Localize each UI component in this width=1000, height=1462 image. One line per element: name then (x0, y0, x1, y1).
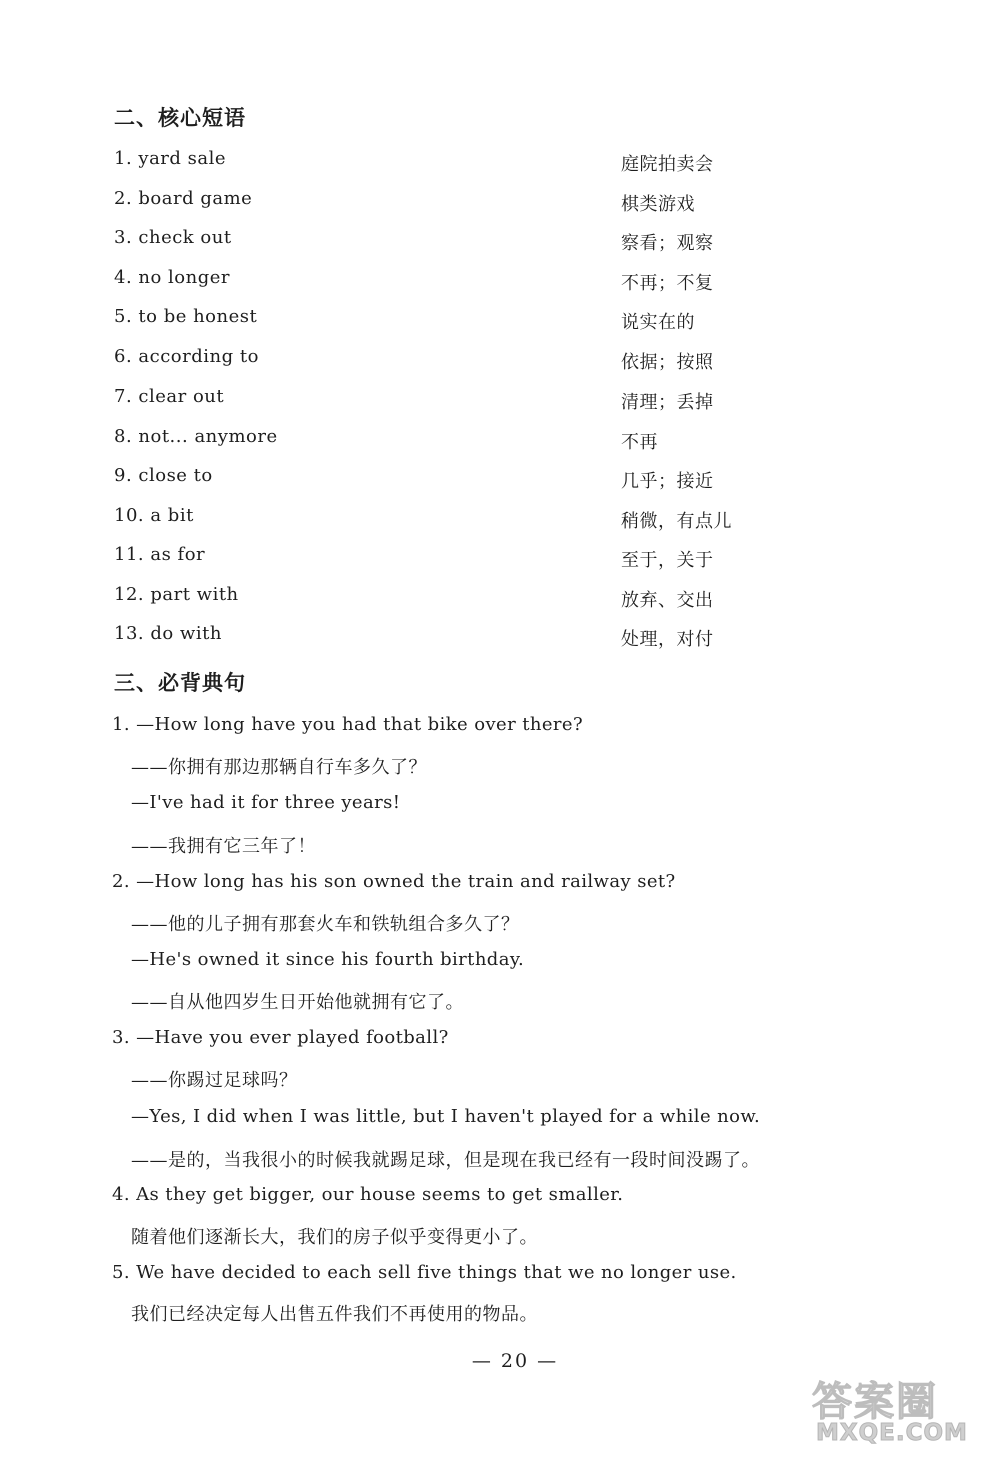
watermark-logo: 答案圈 (812, 1379, 938, 1425)
phrase-row (114, 623, 874, 653)
section-title-phrases: 二、核心短语 (114, 106, 246, 130)
sentence-line: 5. We have decided to each sell five things that we no longer use. (112, 1262, 737, 1283)
sentence-translation: ——你拥有那边那辆自行车多久了？ (131, 757, 427, 778)
phrase-row (114, 386, 874, 416)
phrase-row (114, 465, 874, 495)
phrase-row (114, 544, 874, 574)
phrase-chinese: 至于，关于 (621, 550, 714, 571)
sentence-line: 3. —Have you ever played football? (112, 1027, 449, 1048)
sentence-line: 4. As they get bigger, our house seems to get smaller. (112, 1184, 624, 1205)
phrase-english: 9. close to (114, 465, 213, 486)
phrase-english: 5. to be honest (114, 306, 258, 327)
phrase-chinese: 放弃、交出 (621, 590, 714, 611)
sentence-translation: ——他的儿子拥有那套火车和铁轨组合多久了？ (131, 914, 520, 935)
sentence-translation: ——自从他四岁生日开始他就拥有它了。 (131, 992, 464, 1013)
sentence-translation: 随着他们逐渐长大，我们的房子似乎变得更小了。 (131, 1227, 538, 1248)
phrase-row (114, 306, 874, 336)
sentence-line: —Yes, I did when I was little, but I haven't played for a while now. (131, 1106, 761, 1127)
phrase-row (114, 267, 874, 297)
sentence-line: —He's owned it since his fourth birthday. (131, 949, 525, 970)
sentence-line: 2. —How long has his son owned the train and railway set? (112, 871, 676, 892)
phrase-row (114, 426, 874, 456)
phrase-english: 11. as for (114, 544, 206, 565)
phrase-english: 3. check out (114, 227, 232, 248)
phrase-row (114, 505, 874, 535)
phrase-english: 10. a bit (114, 505, 194, 526)
sentence-translation: 我们已经决定每人出售五件我们不再使用的物品。 (131, 1304, 538, 1325)
phrase-chinese: 棋类游戏 (621, 194, 695, 215)
watermark (808, 1370, 990, 1450)
phrase-chinese: 说实在的 (621, 312, 695, 333)
phrase-english: 7. clear out (114, 386, 225, 407)
phrase-chinese: 稍微，有点儿 (621, 511, 732, 532)
phrase-chinese: 察看；观察 (621, 233, 714, 254)
sentence-translation: ——是的，当我很小的时候我就踢足球，但是现在我已经有一段时间没踢了。 (131, 1150, 760, 1171)
phrase-row (114, 148, 874, 178)
sentence-line: 1. —How long have you had that bike over there? (112, 714, 583, 735)
phrase-chinese: 依据；按照 (621, 352, 714, 373)
phrase-chinese: 庭院拍卖会 (621, 154, 714, 175)
sentence-translation: ——我拥有它三年了！ (131, 836, 316, 857)
phrase-chinese: 处理，对付 (621, 629, 714, 650)
phrase-english: 2. board game (114, 188, 253, 209)
phrase-english: 1. yard sale (114, 148, 227, 169)
phrase-english: 4. no longer (114, 267, 231, 288)
phrase-english: 12. part with (114, 584, 239, 605)
phrase-english: 8. not... anymore (114, 426, 278, 447)
phrase-chinese: 清理；丢掉 (621, 392, 714, 413)
phrase-row (114, 188, 874, 218)
phrase-english: 6. according to (114, 346, 259, 367)
section-title-sentences: 三、必背典句 (114, 671, 246, 695)
phrase-chinese: 几乎；接近 (621, 471, 714, 492)
phrase-chinese: 不再 (621, 432, 658, 453)
phrase-row (114, 227, 874, 257)
watermark-domain: MXQE.COM (816, 1420, 968, 1446)
sentence-line: —I've had it for three years! (131, 792, 401, 813)
phrase-row (114, 346, 874, 376)
sentence-translation: ——你踢过足球吗？ (131, 1070, 298, 1091)
phrase-row (114, 584, 874, 614)
phrase-chinese: 不再；不复 (621, 273, 714, 294)
phrase-english: 13. do with (114, 623, 222, 644)
page-number: — 20 — (471, 1350, 559, 1372)
